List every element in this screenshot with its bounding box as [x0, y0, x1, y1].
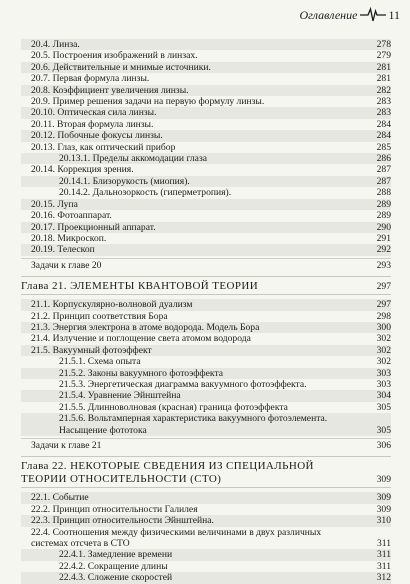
- toc-page-number: 284: [376, 118, 391, 130]
- toc-entry-title: 20.17. Проекционный аппарат.: [31, 221, 156, 233]
- toc-entry-title: 21.4. Излучение и поглощение света атомом водорода: [31, 333, 251, 345]
- toc-entry-title: 20.19. Телескоп: [31, 244, 95, 256]
- toc-page-number: 287: [376, 175, 391, 187]
- toc-entry-title: 22.1. Событие: [31, 492, 89, 504]
- toc-entry-title: 21.5.2. Законы вакуумного фотоэффекта: [59, 367, 224, 379]
- toc-section-entry[interactable]: [21, 492, 391, 503]
- toc-subsection-entry[interactable]: [21, 356, 391, 367]
- toc-page-number: 292: [376, 244, 391, 256]
- toc-section-entry[interactable]: [21, 322, 391, 333]
- toc-page-number: 289: [376, 210, 391, 222]
- toc-entry-title: 20.14.2. Дальнозоркость (гиперметропия).: [59, 187, 232, 199]
- toc-entry-title: 21.3. Энергия электрона в атоме водорода. Модель Бора: [31, 321, 260, 333]
- toc-page-number: 302: [376, 333, 391, 345]
- toc-page-number: 302: [376, 344, 391, 356]
- toc-entry-title: 22.4. Соотношения между физическими величинами в двух различных системах отсчета в СТО: [31, 526, 322, 550]
- toc-entry-title: 21.5.4. Уравнение Эйнштейна: [59, 390, 181, 402]
- toc-entry-title: 21.5.3. Энергетическая диаграмма вакуумного фотоэффекта.: [59, 378, 307, 390]
- toc-page-number: 311: [376, 560, 391, 572]
- toc-entry-title: 21.1. Корпускулярно-волновой дуализм: [31, 299, 193, 311]
- toc-entry-title: 22.4.1. Замедление времени: [59, 549, 173, 561]
- toc-section-entry[interactable]: [21, 85, 391, 96]
- toc-section-entry[interactable]: [21, 299, 391, 310]
- toc-page-number: 311: [376, 538, 391, 550]
- toc-section-entry[interactable]: [21, 142, 391, 153]
- toc-entry-title: 20.16. Фотоаппарат.: [31, 210, 112, 222]
- toc-page-number: 278: [376, 39, 391, 50]
- toc-entry-title: 20.18. Микроскоп.: [31, 232, 107, 244]
- toc-subsection-entry[interactable]: [21, 368, 391, 379]
- toc-entry-title: 20.12. Побочные фокусы линзы.: [31, 130, 163, 142]
- toc-section-entry[interactable]: [21, 233, 391, 244]
- toc-page-number: 289: [376, 198, 391, 210]
- toc-page-number: 297: [376, 299, 391, 311]
- toc-entry-title: 20.4. Линза.: [31, 39, 80, 50]
- toc-entry-title: 20.15. Лупа: [31, 198, 78, 210]
- toc-page-number: 309: [376, 474, 391, 486]
- toc-tasks-entry[interactable]: [21, 440, 391, 451]
- toc-page-number: 306: [376, 440, 391, 451]
- toc-subsection-entry[interactable]: [21, 379, 391, 390]
- heartbeat-pulse-icon: [360, 6, 386, 24]
- toc-page-number: 303: [376, 367, 391, 379]
- toc-entry-title: 22.2. Принцип относительности Галилея: [31, 503, 198, 515]
- toc-section-entry[interactable]: [21, 39, 391, 50]
- toc-subsection-entry[interactable]: [21, 549, 391, 560]
- toc-page-number: 305: [376, 424, 391, 436]
- toc-page-number: 291: [376, 232, 391, 244]
- toc-entry-title: Задачи к главе 20: [31, 259, 102, 271]
- toc-section-entry[interactable]: [21, 50, 391, 61]
- toc-entry-title: 20.8. Коэффициент увеличения линзы.: [31, 84, 189, 96]
- toc-page-number: 283: [376, 96, 391, 108]
- toc-section-entry[interactable]: [21, 107, 391, 118]
- toc-tasks-entry[interactable]: [21, 260, 391, 271]
- toc-entry-title: 21.2. Принцип соответствия Бора: [31, 310, 168, 322]
- toc-subsection-entry[interactable]: [21, 402, 391, 413]
- toc-section-entry[interactable]: [21, 515, 391, 526]
- header-title: Оглавление: [299, 7, 358, 22]
- toc-section-entry[interactable]: [21, 210, 391, 221]
- toc-section-entry[interactable]: [21, 73, 391, 84]
- toc-entry-title: 22.3. Принцип относительности Эйнштейна.: [31, 515, 214, 527]
- toc-entry-title: 22.4.2. Сокращение длины: [59, 560, 168, 572]
- toc-page-number: 297: [376, 281, 391, 293]
- toc-section-entry[interactable]: [21, 244, 391, 255]
- toc-page-number: 281: [376, 73, 391, 85]
- toc-subsection-entry[interactable]: [21, 153, 391, 164]
- toc-section-entry[interactable]: [21, 62, 391, 73]
- toc-entry-title: 21.5. Вакуумный фотоэффект: [31, 344, 152, 356]
- toc-page-number: 304: [376, 390, 391, 402]
- toc-subsection-entry[interactable]: [21, 176, 391, 187]
- toc-section-entry[interactable]: [21, 345, 391, 356]
- toc-entry-title: 20.10. Оптическая сила линзы.: [31, 107, 157, 119]
- toc-entry-title: 21.5.6. Вольтамперная характеристика вакуумного фотоэлемента. Насыщение фототока: [59, 413, 328, 436]
- toc-section-entry[interactable]: [21, 311, 391, 322]
- toc-section-entry[interactable]: [21, 130, 391, 141]
- toc-section-entry[interactable]: [21, 119, 391, 130]
- toc-section-entry[interactable]: [21, 96, 391, 107]
- toc-subsection-entry[interactable]: [21, 561, 391, 572]
- toc-subsection-entry[interactable]: [21, 390, 391, 401]
- toc-entry-title: 20.13. Глаз, как оптический прибор: [31, 141, 176, 153]
- toc-page-number: 284: [376, 130, 391, 142]
- toc-page-number: 290: [376, 221, 391, 233]
- toc-page-number: 311: [376, 549, 391, 561]
- toc-page-number: 293: [376, 259, 391, 271]
- toc-entry-title: 20.14.1. Близорукость (миопия).: [59, 175, 190, 187]
- page-number: 11: [388, 7, 400, 22]
- toc-section-entry[interactable]: [21, 504, 391, 515]
- toc-entry-title: Глава 21. ЭЛЕМЕНТЫ КВАНТОВОЙ ТЕОРИИ: [21, 280, 259, 293]
- toc-subsection-entry[interactable]: [21, 187, 391, 198]
- toc-entry-title: 21.5.5. Длинноволновая (красная) граница фотоэффекта: [59, 401, 288, 413]
- toc-page-number: 303: [376, 378, 391, 390]
- toc-page-number: 281: [376, 61, 391, 73]
- toc-page-number: 310: [376, 515, 391, 527]
- toc-section-entry[interactable]: [21, 527, 391, 550]
- toc-entry-title: Задачи к главе 21: [31, 440, 102, 451]
- toc-page-number: 279: [376, 50, 391, 62]
- toc-section-entry[interactable]: [21, 164, 391, 175]
- toc-page-number: 287: [376, 164, 391, 176]
- toc-section-entry[interactable]: [21, 222, 391, 233]
- toc-page-number: 298: [376, 310, 391, 322]
- toc-page-number: 302: [376, 356, 391, 368]
- toc-entry-title: 20.14. Коррекция зрения.: [31, 164, 134, 176]
- toc-entry-title: Глава 22. НЕКОТОРЫЕ СВЕДЕНИЯ ИЗ СПЕЦИАЛЬНОЙ ТЕОРИИ ОТНОСИТЕЛЬНОСТИ (СТО): [21, 460, 314, 486]
- toc-page-number: 286: [376, 153, 391, 165]
- toc-entry-title: 20.5. Построения изображений в линзах.: [31, 50, 198, 62]
- toc-section-entry[interactable]: [21, 333, 391, 344]
- toc-subsection-entry[interactable]: [21, 413, 391, 436]
- toc-chapter-heading[interactable]: [21, 460, 391, 488]
- toc-entry-title: 20.7. Первая формула линзы.: [31, 73, 150, 85]
- page-header: [300, 6, 400, 24]
- toc-entry-title: 20.13.1. Пределы аккомодации глаза: [59, 153, 207, 165]
- toc-page-number: 285: [376, 141, 391, 153]
- toc-entry-title: 21.5.1. Схема опыта: [59, 356, 141, 368]
- toc-entry-title: 20.6. Действительные и мнимые источники.: [31, 61, 211, 73]
- toc-chapter-heading[interactable]: [21, 280, 391, 295]
- toc-entry-title: 20.9. Пример решения задачи на первую формулу линзы.: [31, 96, 265, 108]
- toc-page-number: 283: [376, 107, 391, 119]
- toc-page-number: 288: [376, 187, 391, 199]
- toc-entry-title: 22.4.3. Сложение скоростей: [59, 572, 173, 584]
- toc-page-number: 300: [376, 321, 391, 333]
- toc-page-number: 312: [376, 572, 391, 584]
- toc-page-number: 282: [376, 84, 391, 96]
- toc-entry-title: 20.11. Вторая формула линзы.: [31, 118, 154, 130]
- toc-page-number: 305: [376, 401, 391, 413]
- toc-page-number: 309: [376, 503, 391, 515]
- table-of-contents: [21, 39, 391, 584]
- toc-page-number: 309: [376, 492, 391, 504]
- toc-section-entry[interactable]: [21, 199, 391, 210]
